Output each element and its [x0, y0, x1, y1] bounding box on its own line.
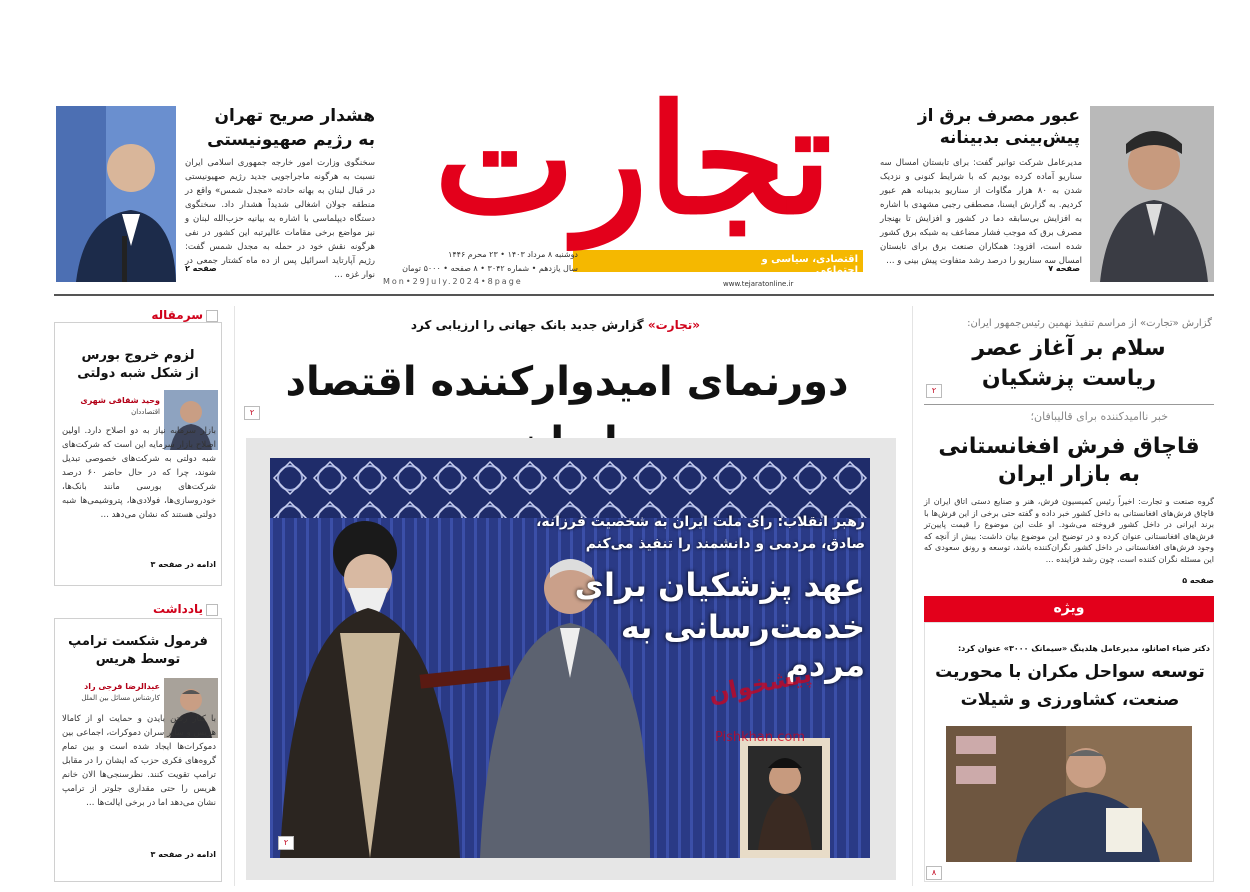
- separator-left: [234, 306, 235, 886]
- right-top-body: مدیرعامل شرکت توانیر گفت: برای تابستان امسال سه سناریو آماده کرده بودیم که با شرایط کنونی و نزدیک شدن به ۸۰ هزار مگاوات از سناریو بدبینانه هم عبور کردیم. به گزارش ایسنا، مصطفی رجبی مشهدی با اشاره به افزایش بی‌سابقه دما در کشور و افزایش تا بهنجار مصرف برق که موجب فشار مضاعف به شبکه برق کشور شده است، افزود: همکاران صنعت برق برای تابستان امسال سه سناریو را درصد رشد متفاوت پیش بینی و …: [880, 158, 1082, 266]
- separator-right: [912, 306, 913, 886]
- left-col-section2-title-2[interactable]: توسط هریس: [95, 652, 181, 667]
- right-col-item1-headline-2[interactable]: ریاست پزشکیان: [981, 366, 1157, 391]
- left-top-page-ref[interactable]: صفحه ۲: [185, 264, 217, 273]
- masthead-latin-date: Mon•29July.2024•8page: [383, 277, 523, 286]
- left-top-body: سخنگوی وزارت امور خارجه جمهوری اسلامی ایران نسبت به هرگونه ماجراجویی جدید رژیم صهیونیستی در قبال لبنان به بهانه حادثه «مجدل شمس» واقع در منطقه جولان اشغالی شدیداً هشدار داد. سخنگوی دستگاه دیپلماسی با اشاره به بیانیه حزب‌الله لبنان و نیز مواضع برخی مقامات عالیرتبه این کشور در نفی هرگونه نقش خود در حمله به مجدل شمس گفت: رژیم آپارتاید اسرائیل پس از ده ماه کشتار جمعی در نوار غزه …: [185, 158, 375, 280]
- special-tag: ویژه: [1053, 600, 1085, 616]
- right-col-item2-headline-1[interactable]: قاچاق فرش افغانستانی: [938, 434, 1200, 459]
- main-kicker-text: گزارش جدید بانک جهانی را ارزیابی کرد: [410, 318, 644, 332]
- main-headline[interactable]: دورنمای امیدوارکننده اقتصاد: [285, 359, 849, 405]
- left-col-section2-body: با کنار رفتن بایدن و حمایت او از کامالا هریس و سایر سران دموکرات، اجماعی بین دموکرات‌ها ایجاد شده است و بین تمام گروه‌های فکری حزب که ایشان را در مقابل ترامپ تقویت کنند. نظرسنجی‌ها الان خانم هریس را حتی مقداری جلوتر از ترامپ نشان می‌دهد اما در برخی ایالت‌ها …: [62, 714, 216, 808]
- masthead-logo: تجارت: [434, 72, 832, 248]
- cimanak-ceo-photo: [946, 726, 1192, 862]
- watermark-logo: پیشخوان: [706, 659, 814, 709]
- main-kicker: [270, 318, 700, 332]
- left-col-section2-title-1[interactable]: فرمول شکست ترامپ: [68, 634, 208, 649]
- photo-caption-1: رهبر انقلاب: رای ملت ایران به شخصیت فرزانه،: [536, 514, 865, 530]
- author2-role: کارشناس مسائل بین الملل: [81, 694, 160, 702]
- right-top-headline-2: پیش‌بینی بدبینانه: [939, 128, 1080, 148]
- right-col-item3-headline-1[interactable]: توسعه سواحل مکران با محوریت: [935, 662, 1205, 682]
- right-top-headline-1: عبور مصرف برق از: [917, 106, 1080, 126]
- photo-headline-1[interactable]: عهد پزشکیان برای: [574, 566, 865, 604]
- right-col-item3-headline-2[interactable]: صنعت، کشاورزی و شیلات: [960, 690, 1180, 710]
- main-kicker-tag: «تجارت»: [647, 318, 700, 332]
- author2-name: عبدالرضا فرجی راد: [84, 682, 160, 691]
- right-top-page-ref[interactable]: صفحه ۷: [1048, 264, 1080, 273]
- photo-caption-2: صادق، مردمی و دانشمند را تنفیذ می‌کنم: [585, 536, 865, 552]
- photo-headline-2[interactable]: خدمت‌رسانی به مردم: [620, 608, 865, 684]
- main-page-badge[interactable]: ۲: [244, 406, 260, 420]
- spokesman-photo: [56, 106, 176, 282]
- tavanir-ceo-photo: [1090, 106, 1214, 282]
- left-top-headline-1: هشدار صریح تهران: [214, 106, 375, 126]
- right-col-item2-kicker: خبر ناامیدکننده برای قالیبافان؛: [1030, 410, 1168, 423]
- masthead-date-line: دوشنبه ۸ مرداد ۱۴۰۳ • ۲۳ محرم ۱۴۴۶: [448, 250, 578, 259]
- left-col-section1-ref[interactable]: ادامه در صفحه ۳: [150, 560, 216, 569]
- right-col-item1-headline-1[interactable]: سلام بر آغاز عصر: [972, 336, 1166, 361]
- masthead-issue-line: سال یازدهم • شماره ۳۰۴۲ • ۸ صفحه • ۵۰۰۰ تومان: [402, 264, 578, 273]
- left-col-section1-title-1[interactable]: لزوم خروج بورس: [81, 348, 195, 363]
- author1-name: وحید شقاقی شهری: [80, 396, 160, 405]
- left-col-tag-marker-2: [206, 604, 218, 616]
- right-col-divider-1: [924, 404, 1214, 405]
- right-col-item1-badge[interactable]: ۲: [926, 384, 942, 398]
- author1-role: اقتصاددان: [131, 408, 160, 416]
- masthead-site[interactable]: www.tejaratonline.ir: [723, 280, 794, 288]
- masthead: [383, 72, 868, 300]
- right-col-item1-kicker: گزارش «تجارت» از مراسم تنفیذ نهمین رئیس‌جمهور ایران:: [967, 318, 1212, 329]
- left-top-headline-2: به رژیم صهیونیستی: [207, 130, 375, 150]
- left-col-tag-marker-1: [206, 310, 218, 322]
- right-col-item2-body: گروه صنعت و تجارت: اخیراً رئیس کمیسیون فرش، هنر و صنایع دستی اتاق ایران از قاچاق فرش‌های افغانستانی به داخل کشور خبر داده و گفته حتی برخی از این فرش‌ها با برند ایرانی در داخل کشور فروخته می‌شود. او علت این موضوع را قیمت پایین‌تر فرش‌های افغانستانی عنوان کرده و در توضیح این موضوع بیان داشت: بیش از آنچه که وجود فرش‌های افغانستانی در داخل کشور نگران‌کننده باشد، توسعه و رونق سعودی که این مسئله نگران کننده است، چون رشد فزاینده …: [924, 497, 1214, 564]
- right-col-item2-headline-2[interactable]: به بازار ایران: [997, 462, 1141, 487]
- right-col-item3-kicker: دکتر ضیاء اصانلو، مدیرعامل هلدینگ «سیمانک ۳۰۰۰» عنوان کرد:: [957, 644, 1210, 653]
- left-col-section2-tag: یادداشت: [130, 602, 205, 616]
- right-col-item2-ref[interactable]: صفحه ۵: [1182, 576, 1214, 585]
- left-col-section1-tag: سرمقاله: [130, 308, 205, 322]
- photo-page-badge[interactable]: ۲: [278, 836, 294, 850]
- left-col-section2-ref[interactable]: ادامه در صفحه ۳: [150, 850, 216, 859]
- left-col-section1-body: بازار سرمایه نیاز به دو اصلاح دارد. اولین اصلاح بازار سرمایه این است که شرکت‌های شبه دولتی به شرکت‌های خصوصی تبدیل شوند، چرا که در حال حاضر ۶۰ درصد شرکت‌های بورسی مانند بانک‌ها، خودروسازی‌ها، فولادی‌ها، پتروشیمی‌ها شبه دولتی هستند که نشان می‌دهد …: [62, 426, 216, 520]
- masthead-divider: [54, 294, 1214, 296]
- left-col-section1-title-2[interactable]: از شکل شبه دولتی: [77, 366, 199, 381]
- watermark-latin: Pishkhan.com: [714, 730, 806, 745]
- right-col-item3-badge[interactable]: ۸: [926, 866, 942, 880]
- masthead-subtitle: اقتصادی، سیاسی و اجتماعی: [761, 254, 858, 276]
